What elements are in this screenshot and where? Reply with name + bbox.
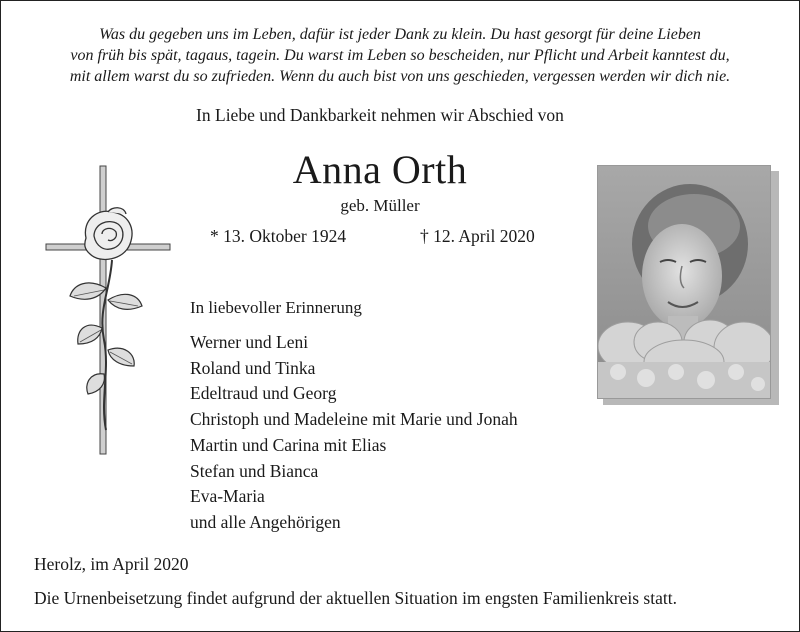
deceased-name: Anna Orth bbox=[292, 147, 468, 192]
funeral-notice: Die Urnenbeisetzung findet aufgrund der aktuellen Situation im engsten Familienkreis statt. bbox=[34, 588, 677, 608]
list-item: Roland und Tinka bbox=[190, 357, 316, 378]
list-item: Werner und Leni bbox=[190, 332, 309, 352]
poem bbox=[20, 24, 780, 87]
cross-with-rose-icon bbox=[38, 160, 178, 460]
memory-line: In liebevoller Erinnerung bbox=[190, 298, 362, 317]
list-item: und alle Angehörigen bbox=[190, 511, 341, 532]
list-item: Martin und Carina mit Elias bbox=[190, 434, 387, 455]
birth-date: * 13. Oktober 1924 bbox=[210, 226, 347, 246]
list-item: Stefan und Bianca bbox=[190, 460, 319, 481]
poem-line: von früh bis spät, tagaus, tagein. Du warst im Leben so bescheiden, nur Pflicht und Arbeit kanntest du, bbox=[70, 47, 730, 64]
poem-line: mit allem warst du so zufrieden. Wenn du auch bist von uns geschieden, vergessen werden wir dich nie. bbox=[69, 68, 731, 85]
place-date: Herolz, im April 2020 bbox=[34, 554, 189, 574]
maiden-name: geb. Müller bbox=[340, 196, 420, 215]
list-item: Eva-Maria bbox=[190, 486, 265, 507]
poem-line: Was du gegeben uns im Leben, dafür ist jeder Dank zu klein. Du hast gesorgt für deine Lieben bbox=[99, 26, 701, 43]
list-item: Edeltraud und Georg bbox=[190, 383, 337, 404]
death-date: † 12. April 2020 bbox=[420, 226, 535, 246]
list-item: Christoph und Madeleine mit Marie und Jonah bbox=[190, 409, 518, 430]
portrait-photo bbox=[597, 165, 771, 399]
mourners-list bbox=[190, 330, 518, 536]
intro-line: In Liebe und Dankbarkeit nehmen wir Abschied von bbox=[196, 105, 564, 125]
